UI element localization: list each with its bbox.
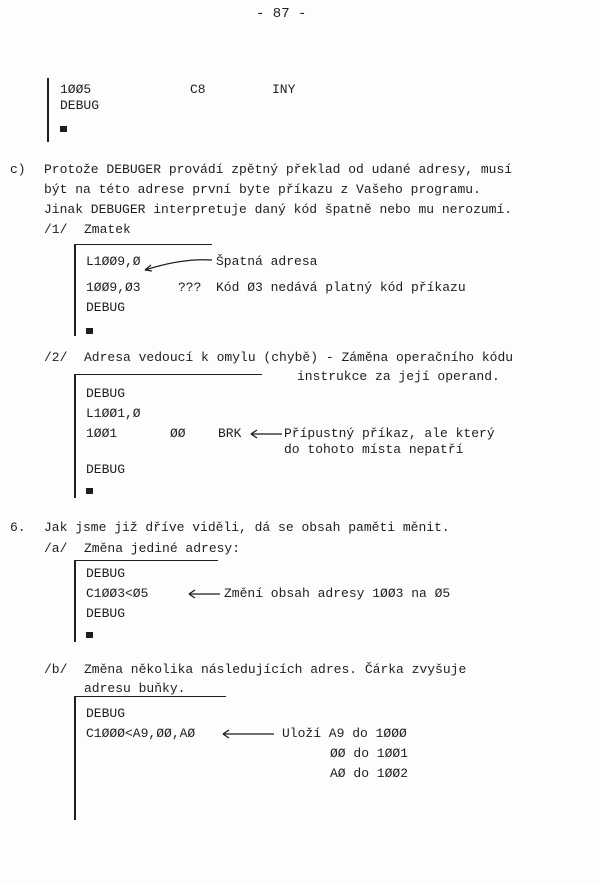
sub-b-title-2: adresu buňky.	[84, 681, 186, 696]
cursor-block	[86, 632, 93, 638]
sub-b-top-rule	[74, 696, 226, 697]
sub2-title-1: Adresa vedoucí k omylu (chybě) - Záměna operačního kódu	[84, 350, 514, 365]
sub-b-title-1: Změna několika následujících adres. Čárka zvyšuje	[84, 662, 467, 677]
sub1-line2-note: Kód Ø3 nedává platný kód příkazu	[216, 280, 466, 295]
block1-code: C8	[190, 82, 206, 97]
sub2-line3-code: ØØ	[170, 426, 186, 441]
section-c-text-2: být na této adrese první byte příkazu z Vašeho programu.	[44, 182, 481, 197]
sub1-line1: L1ØØ9,Ø	[86, 254, 141, 269]
sub-b-note-3: AØ do 1ØØ2	[330, 766, 409, 781]
sub-b-note-1: Uloží A9 do 1ØØØ	[282, 726, 407, 741]
sub1-top-rule	[74, 244, 212, 245]
page-number: - 87 -	[256, 6, 307, 22]
block1-left-bar	[47, 78, 49, 142]
section-c-label: c)	[10, 162, 26, 177]
section-c-text-3: Jinak DEBUGER interpretuje daný kód špatně nebo mu nerozumí.	[44, 202, 513, 217]
sub1-note1: Špatná adresa	[216, 254, 318, 269]
sub-a-left-bar	[74, 560, 76, 642]
block1-debug: DEBUG	[60, 98, 100, 113]
sub2-top-rule	[74, 374, 262, 375]
arrow-left-icon	[248, 428, 284, 440]
sub2-line1: DEBUG	[86, 386, 126, 401]
sub-b-left-bar	[74, 696, 76, 820]
sub-b-line1: DEBUG	[86, 706, 126, 721]
sub2-left-bar	[74, 374, 76, 498]
sub2-note-2: do tohoto místa nepatří	[284, 442, 464, 457]
block1-instr: INY	[272, 82, 296, 97]
sub-b-label: /b/	[44, 662, 68, 677]
arrow-left-icon	[220, 728, 276, 740]
section-6-text: Jak jsme již dříve viděli, dá se obsah paměti měnit.	[44, 520, 450, 535]
sub-b-line2: C1ØØØ<A9,ØØ,AØ	[86, 726, 196, 741]
sub2-label: /2/	[44, 350, 68, 365]
sub-a-line3: DEBUG	[86, 606, 126, 621]
sub1-line3: DEBUG	[86, 300, 126, 315]
sub-a-label: /a/	[44, 541, 68, 556]
sub2-line3-addr: 1ØØ1	[86, 426, 118, 441]
cursor-block	[60, 126, 67, 132]
section-6-label: 6.	[10, 520, 26, 535]
block1-addr: 1ØØ5	[60, 82, 92, 97]
sub1-line2-q: ???	[178, 280, 202, 295]
sub2-title-2: instrukce za její operand.	[297, 369, 500, 384]
sub2-note-1: Přípustný příkaz, ale který	[284, 426, 495, 441]
sub-a-line2: C1ØØ3<Ø5	[86, 586, 149, 601]
cursor-block	[86, 328, 93, 334]
sub1-title: Zmatek	[84, 222, 131, 237]
sub1-line2-code: 1ØØ9,Ø3	[86, 280, 141, 295]
arrow-left-icon	[142, 256, 214, 276]
sub1-label: /1/	[44, 222, 68, 237]
sub1-left-bar	[74, 244, 76, 336]
sub2-line3-instr: BRK	[218, 426, 242, 441]
sub-a-top-rule	[74, 560, 218, 561]
sub-a-note: Změní obsah adresy 1ØØ3 na Ø5	[224, 586, 451, 601]
sub-a-title: Změna jediné adresy:	[84, 541, 241, 556]
arrow-left-icon	[186, 588, 222, 600]
section-c-text-1: Protože DEBUGER provádí zpětný překlad od udané adresy, musí	[44, 162, 513, 177]
sub2-line4: DEBUG	[86, 462, 126, 477]
cursor-block	[86, 488, 93, 494]
sub-b-note-2: ØØ do 1ØØ1	[330, 746, 409, 761]
sub-a-line1: DEBUG	[86, 566, 126, 581]
sub2-line2: L1ØØ1,Ø	[86, 406, 141, 421]
